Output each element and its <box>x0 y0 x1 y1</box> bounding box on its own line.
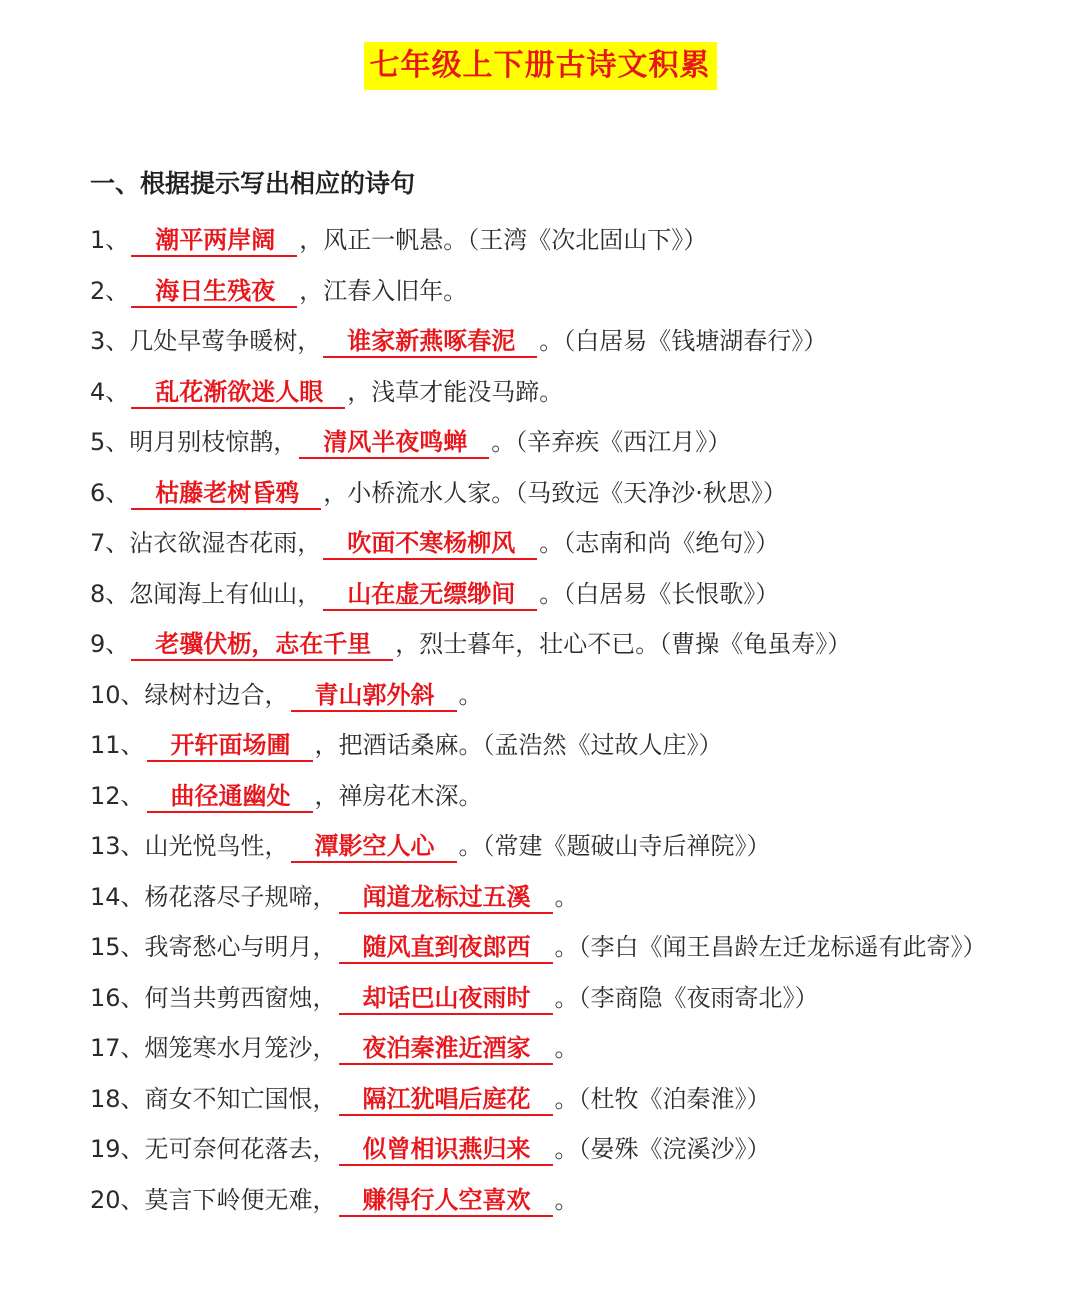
list-item <box>90 569 990 620</box>
follow-text: ，把酒话桑麻。（孟浩然《过故人庄》） <box>314 731 723 759</box>
follow-text: 。（志南和尚《绝句》） <box>539 529 780 557</box>
item-number: 19、 <box>90 1135 145 1163</box>
list-item <box>90 720 990 771</box>
item-number: 10、 <box>90 680 145 709</box>
item-number: 16、 <box>90 983 145 1012</box>
item-number: 11、 <box>90 731 145 759</box>
item-number: 7、 <box>90 529 130 557</box>
answer-blank: 潭影空人心 <box>291 831 457 863</box>
answer-blank: 清风半夜鸣蝉 <box>299 427 489 459</box>
follow-text: ，禅房花木深。 <box>314 781 483 810</box>
prompt-text: 莫言下岭便无难， <box>144 1185 337 1214</box>
list-item <box>90 518 990 569</box>
answer-blank: 似曾相识燕归来 <box>339 1134 553 1166</box>
list-item <box>90 215 990 266</box>
prompt-text: 杨花落尽子规啼， <box>144 882 337 911</box>
item-number: 8、 <box>90 579 130 608</box>
list-item <box>90 771 990 822</box>
prompt-text: 何当共剪西窗烛， <box>144 983 337 1012</box>
answer-blank: 乱花渐欲迷人眼 <box>131 377 345 409</box>
answer-blank: 海日生残夜 <box>131 276 297 308</box>
prompt-text: 沾衣欲湿杏花雨， <box>129 529 322 557</box>
item-number: 17、 <box>90 1034 145 1062</box>
prompt-text: 明月别枝惊鹊， <box>129 428 298 456</box>
answer-blank: 隔江犹唱后庭花 <box>339 1084 553 1116</box>
follow-text: 。（李商隐《夜雨寄北》） <box>554 983 819 1012</box>
item-number: 9、 <box>90 630 130 658</box>
answer-blank: 山在虚无缥缈间 <box>323 579 537 611</box>
follow-text: 。（白居易《长恨歌》） <box>539 579 780 608</box>
answer-blank: 潮平两岸阔 <box>131 225 297 257</box>
page-title: 七年级上下册古诗文积累 <box>364 42 717 90</box>
follow-text: ，风正一帆悬。（王湾《次北固山下》） <box>299 226 708 254</box>
follow-text: 。 <box>554 1185 579 1214</box>
follow-text: 。（常建《题破山寺后禅院》） <box>458 832 771 860</box>
follow-text: 。 <box>458 680 483 709</box>
answer-blank: 枯藤老树昏鸦 <box>131 478 321 510</box>
follow-text: ，烈士暮年，壮心不已。（曹操《龟虽寿》） <box>395 630 852 658</box>
answer-blank: 夜泊秦淮近酒家 <box>339 1033 553 1065</box>
answer-blank: 青山郭外斜 <box>291 680 457 712</box>
list-item <box>90 468 990 519</box>
prompt-text: 无可奈何花落去， <box>144 1135 337 1163</box>
prompt-text: 商女不知亡国恨， <box>144 1084 337 1113</box>
list-item <box>90 266 990 317</box>
item-number: 12、 <box>90 781 145 810</box>
list-item <box>90 670 990 721</box>
list-item <box>90 417 990 468</box>
list-item <box>90 619 990 670</box>
list-item <box>90 1175 990 1226</box>
follow-text: 。（杜牧《泊秦淮》） <box>554 1084 771 1113</box>
item-number: 13、 <box>90 832 145 860</box>
prompt-text: 烟笼寒水月笼沙， <box>144 1034 337 1062</box>
list-item <box>90 316 990 367</box>
item-number: 2、 <box>90 276 130 305</box>
answer-blank: 吹面不寒杨柳风 <box>323 528 537 560</box>
item-number: 6、 <box>90 478 130 507</box>
list-item <box>90 821 990 872</box>
list-item <box>90 973 990 1024</box>
prompt-text: 绿树村边合， <box>144 680 289 709</box>
answer-blank: 开轩面场圃 <box>147 730 313 762</box>
answer-blank: 随风直到夜郎西 <box>339 932 553 964</box>
answer-blank: 闻道龙标过五溪 <box>339 882 553 914</box>
answer-blank: 谁家新燕啄春泥 <box>323 326 537 358</box>
item-number: 15、 <box>90 933 145 961</box>
follow-text: 。 <box>554 882 579 911</box>
poem-list <box>90 215 990 1225</box>
item-number: 5、 <box>90 428 130 456</box>
section-heading: 一、根据提示写出相应的诗句 <box>90 169 416 198</box>
follow-text: 。（李白《闻王昌龄左迁龙标遥有此寄》） <box>554 933 987 961</box>
prompt-text: 忽闻海上有仙山， <box>129 579 322 608</box>
item-number: 3、 <box>90 327 130 355</box>
follow-text: 。（晏殊《浣溪沙》） <box>554 1135 771 1163</box>
list-item <box>90 872 990 923</box>
follow-text: 。 <box>554 1034 579 1062</box>
item-number: 14、 <box>90 882 145 911</box>
item-number: 1、 <box>90 226 130 254</box>
list-item <box>90 1074 990 1125</box>
follow-text: ，江春入旧年。 <box>299 276 468 305</box>
list-item <box>90 367 990 418</box>
follow-text: 。（白居易《钱塘湖春行》） <box>539 327 828 355</box>
follow-text: ，小桥流水人家。（马致远《天净沙·秋思》） <box>323 478 787 507</box>
list-item <box>90 1023 990 1074</box>
answer-blank: 老骥伏枥，志在千里 <box>131 629 393 661</box>
item-number: 20、 <box>90 1185 145 1214</box>
prompt-text: 山光悦鸟性， <box>144 832 289 860</box>
answer-blank: 却话巴山夜雨时 <box>339 983 553 1015</box>
follow-text: 。（辛弃疾《西江月》） <box>491 428 732 456</box>
prompt-text: 几处早莺争暖树， <box>129 327 322 355</box>
answer-blank: 曲径通幽处 <box>147 781 313 813</box>
prompt-text: 我寄愁心与明月， <box>144 933 337 961</box>
title-container <box>0 42 1080 90</box>
follow-text: ，浅草才能没马蹄。 <box>347 377 564 406</box>
item-number: 4、 <box>90 377 130 406</box>
answer-blank: 赚得行人空喜欢 <box>339 1185 553 1217</box>
list-item <box>90 922 990 973</box>
list-item <box>90 1124 990 1175</box>
item-number: 18、 <box>90 1084 145 1113</box>
